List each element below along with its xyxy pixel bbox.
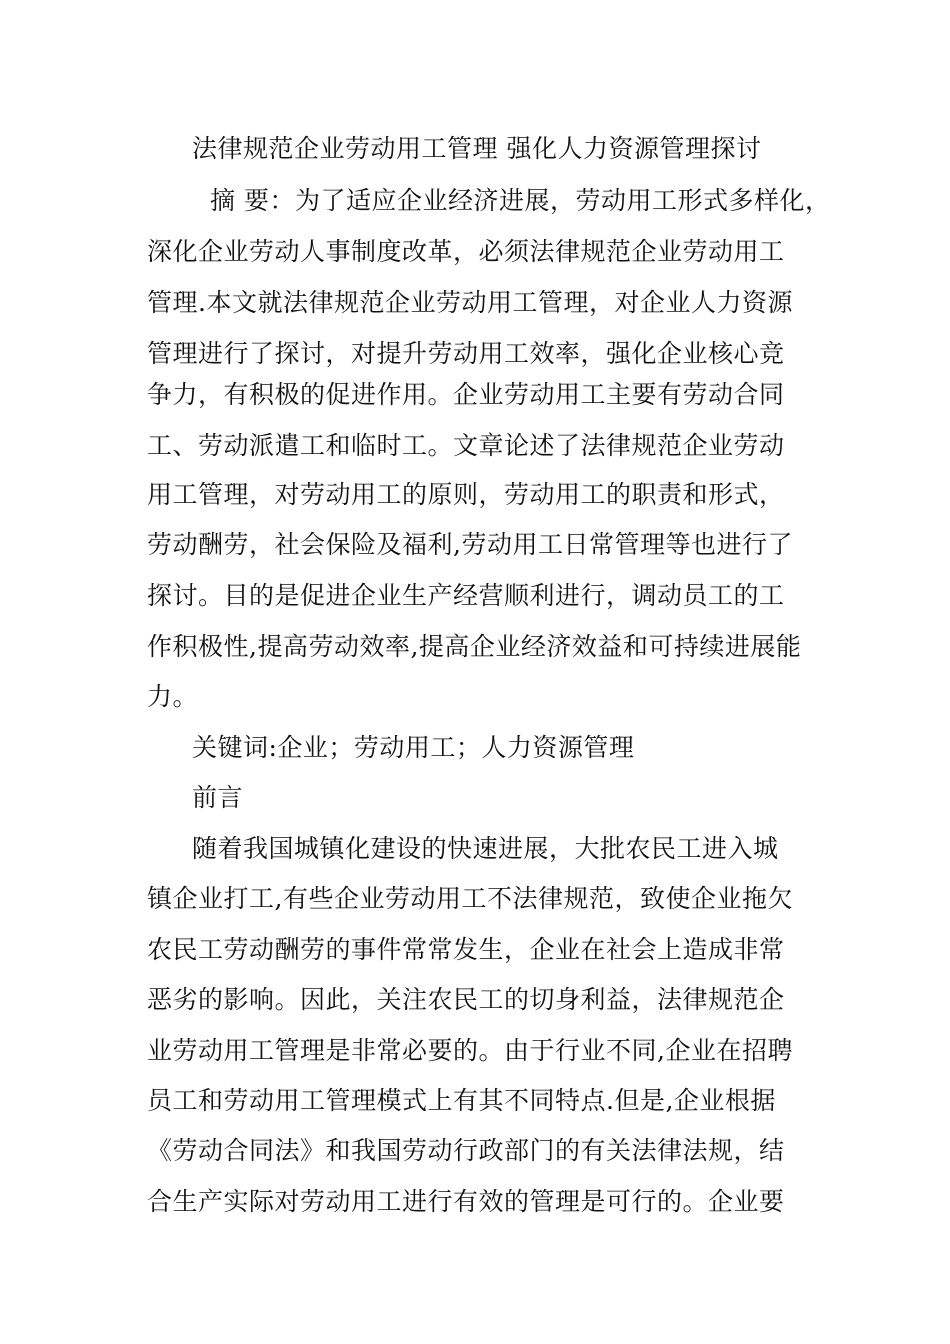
body-line: 《劳动合同法》和我国劳动行政部门的有关法律法规，结: [147, 1136, 785, 1165]
abstract-line: 劳动酬劳，社会保险及福利,劳动用工日常管理等也进行了: [147, 530, 793, 559]
abstract-line: 管理进行了探讨，对提升劳动用工效率，强化企业核心竞: [147, 339, 785, 368]
abstract-line: 作积极性,提高劳动效率,提高企业经济效益和可持续进展能: [147, 632, 802, 661]
document-title: 法律规范企业劳动用工管理 强化人力资源管理探讨: [192, 134, 762, 163]
body-line: 镇企业打工,有些企业劳动用工不法律规范，致使企业拖欠: [147, 884, 793, 913]
section-heading: 前言: [192, 783, 244, 812]
keywords-line: 关键词:企业；劳动用工；人力资源管理: [192, 733, 635, 762]
body-line: 业劳动用工管理是非常必要的。由于行业不同,企业在招聘: [147, 1036, 793, 1065]
abstract-line: 管理.本文就法律规范企业劳动用工管理，对企业人力资源: [147, 288, 793, 317]
abstract-line: 探讨。目的是促进企业生产经营顺利进行，调动员工的工: [147, 581, 785, 610]
abstract-line: 深化企业劳动人事制度改革，必须法律规范企业劳动用工: [147, 237, 785, 266]
abstract-line: 工、劳动派遣工和临时工。文章论述了法律规范企业劳动: [147, 431, 785, 460]
abstract-line: 摘 要：为了适应企业经济进展，劳动用工形式多样化，: [210, 186, 831, 215]
body-line: 恶劣的影响。因此，关注农民工的切身利益，法律规范企: [147, 985, 785, 1014]
body-line: 农民工劳动酬劳的事件常常发生，企业在社会上造成非常: [147, 935, 785, 964]
abstract-line: 力。: [147, 682, 199, 711]
body-line: 合生产实际对劳动用工进行有效的管理是可行的。企业要: [147, 1187, 785, 1216]
abstract-line: 争力，有积极的促进作用。企业劳动用工主要有劳动合同: [147, 380, 785, 409]
body-line: 员工和劳动用工管理模式上有其不同特点.但是,企业根据: [147, 1086, 776, 1115]
body-line: 随着我国城镇化建设的快速进展，大批农民工进入城: [192, 834, 779, 863]
abstract-line: 用工管理，对劳动用工的原则，劳动用工的职责和形式，: [147, 480, 785, 509]
